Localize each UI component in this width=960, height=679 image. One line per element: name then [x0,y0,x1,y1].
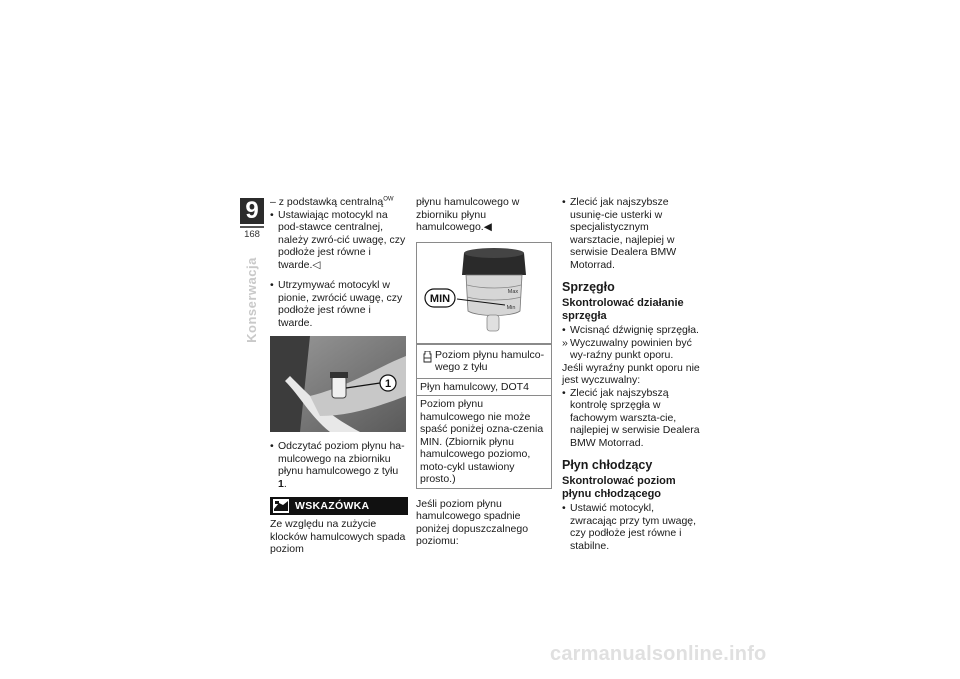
callout-reference: 1 [278,477,284,490]
list-item-result: » Wyczuwalny powinien być wy-raźny punkt oporu. [562,336,692,361]
page-number: 168 [244,229,260,240]
paragraph: Jeśli poziom płynu hamulcowego spadnie poniżej dopuszczalnego poziomu: [416,497,529,547]
note-text: Ze względu na zużycie klocków hamulcowych spada poziom [270,518,406,555]
chapter-title-vertical [238,240,266,360]
list-item: • Zlecić jak najszybsze usunię-cie usterki w specjalistycznym warsztacie, najlepiej w serwisie Dealera BMW Motorrad. [562,196,677,271]
column-2 [416,196,552,548]
list-item: • Ustawić motocykl, zwracając przy tym uwagę, czy podłoże jest równe i stabilne. [562,502,697,552]
reservoir-min-photo [416,242,552,344]
spec-table-header: Poziom płynu hamulco-wego z tyłu [417,344,551,378]
reservoir-illustration [417,243,551,343]
note-header [270,497,408,515]
section-heading-clutch: Sprzęgło [562,280,615,294]
list-item: • Utrzymywać motocykl w pionie, zwrócić uwagę, czy podłoże jest równe i twarde. [270,279,403,329]
subheading-clutch-check: Skontrolować działanie sprzęgła [562,297,684,322]
spec-table-row: Poziom płynu hamulcowego nie może spaść poniżej ozna-czenia MIN. (Zbiornik płynu hamulcowego poziomo, moto-cykl ustawiony prosto.) [417,395,551,488]
subheading-coolant-check: Skontrolować poziom płynu chłodzącego [562,475,676,500]
watermark: carmanualsonline.info [550,643,767,665]
list-item: • Ustawiając motocykl na pod-stawce centralnej, należy zwró-cić uwagę, czy podłoże jest równe i twarde.◁ [270,208,406,271]
rear-reservoir-illustration [270,336,406,432]
optional-equipment-mark: OW [383,196,394,203]
spec-table-row: Płyn hamulcowy, DOT4 [417,378,551,396]
section-heading-coolant: Płyn chłodzący [562,458,653,472]
column-3 [562,196,702,552]
note-text-continued: płynu hamulcowego w zbiorniku płynu hamulcowego.◀ [416,196,520,233]
chapter-number: 9 [240,198,264,224]
center-stand-line: – z podstawką centralną$^{OW}$ [270,196,394,208]
note-title: WSKAZÓWKA [295,500,370,512]
reservoir-icon [423,351,432,367]
column-1 [270,196,408,556]
min-label: MIN [429,292,451,305]
chapter-title: Konserwacja [243,257,259,343]
spec-table [416,344,552,489]
rear-reservoir-photo [270,336,406,432]
paragraph: Jeśli wyraźny punkt oporu nie jest wyczuwalny: [562,361,700,386]
min-mark: Min [506,304,516,311]
max-mark: Max [507,288,519,295]
photo-callout-1: 1 [384,378,392,390]
list-item: • Wcisnąć dźwignię sprzęgła. [562,324,699,336]
chapter-divider [240,226,264,228]
list-item: • Zlecić jak najszybszą kontrolę sprzęgła w fachowym warszta-cie, najlepiej w serwisie Dealera BMW Motorrad. [562,386,700,449]
list-item: • Odczytać poziom płynu ha-mulcowego na zbiorniku płynu hamulcowego z tyłu 1. [270,440,405,490]
note-icon [273,499,289,513]
